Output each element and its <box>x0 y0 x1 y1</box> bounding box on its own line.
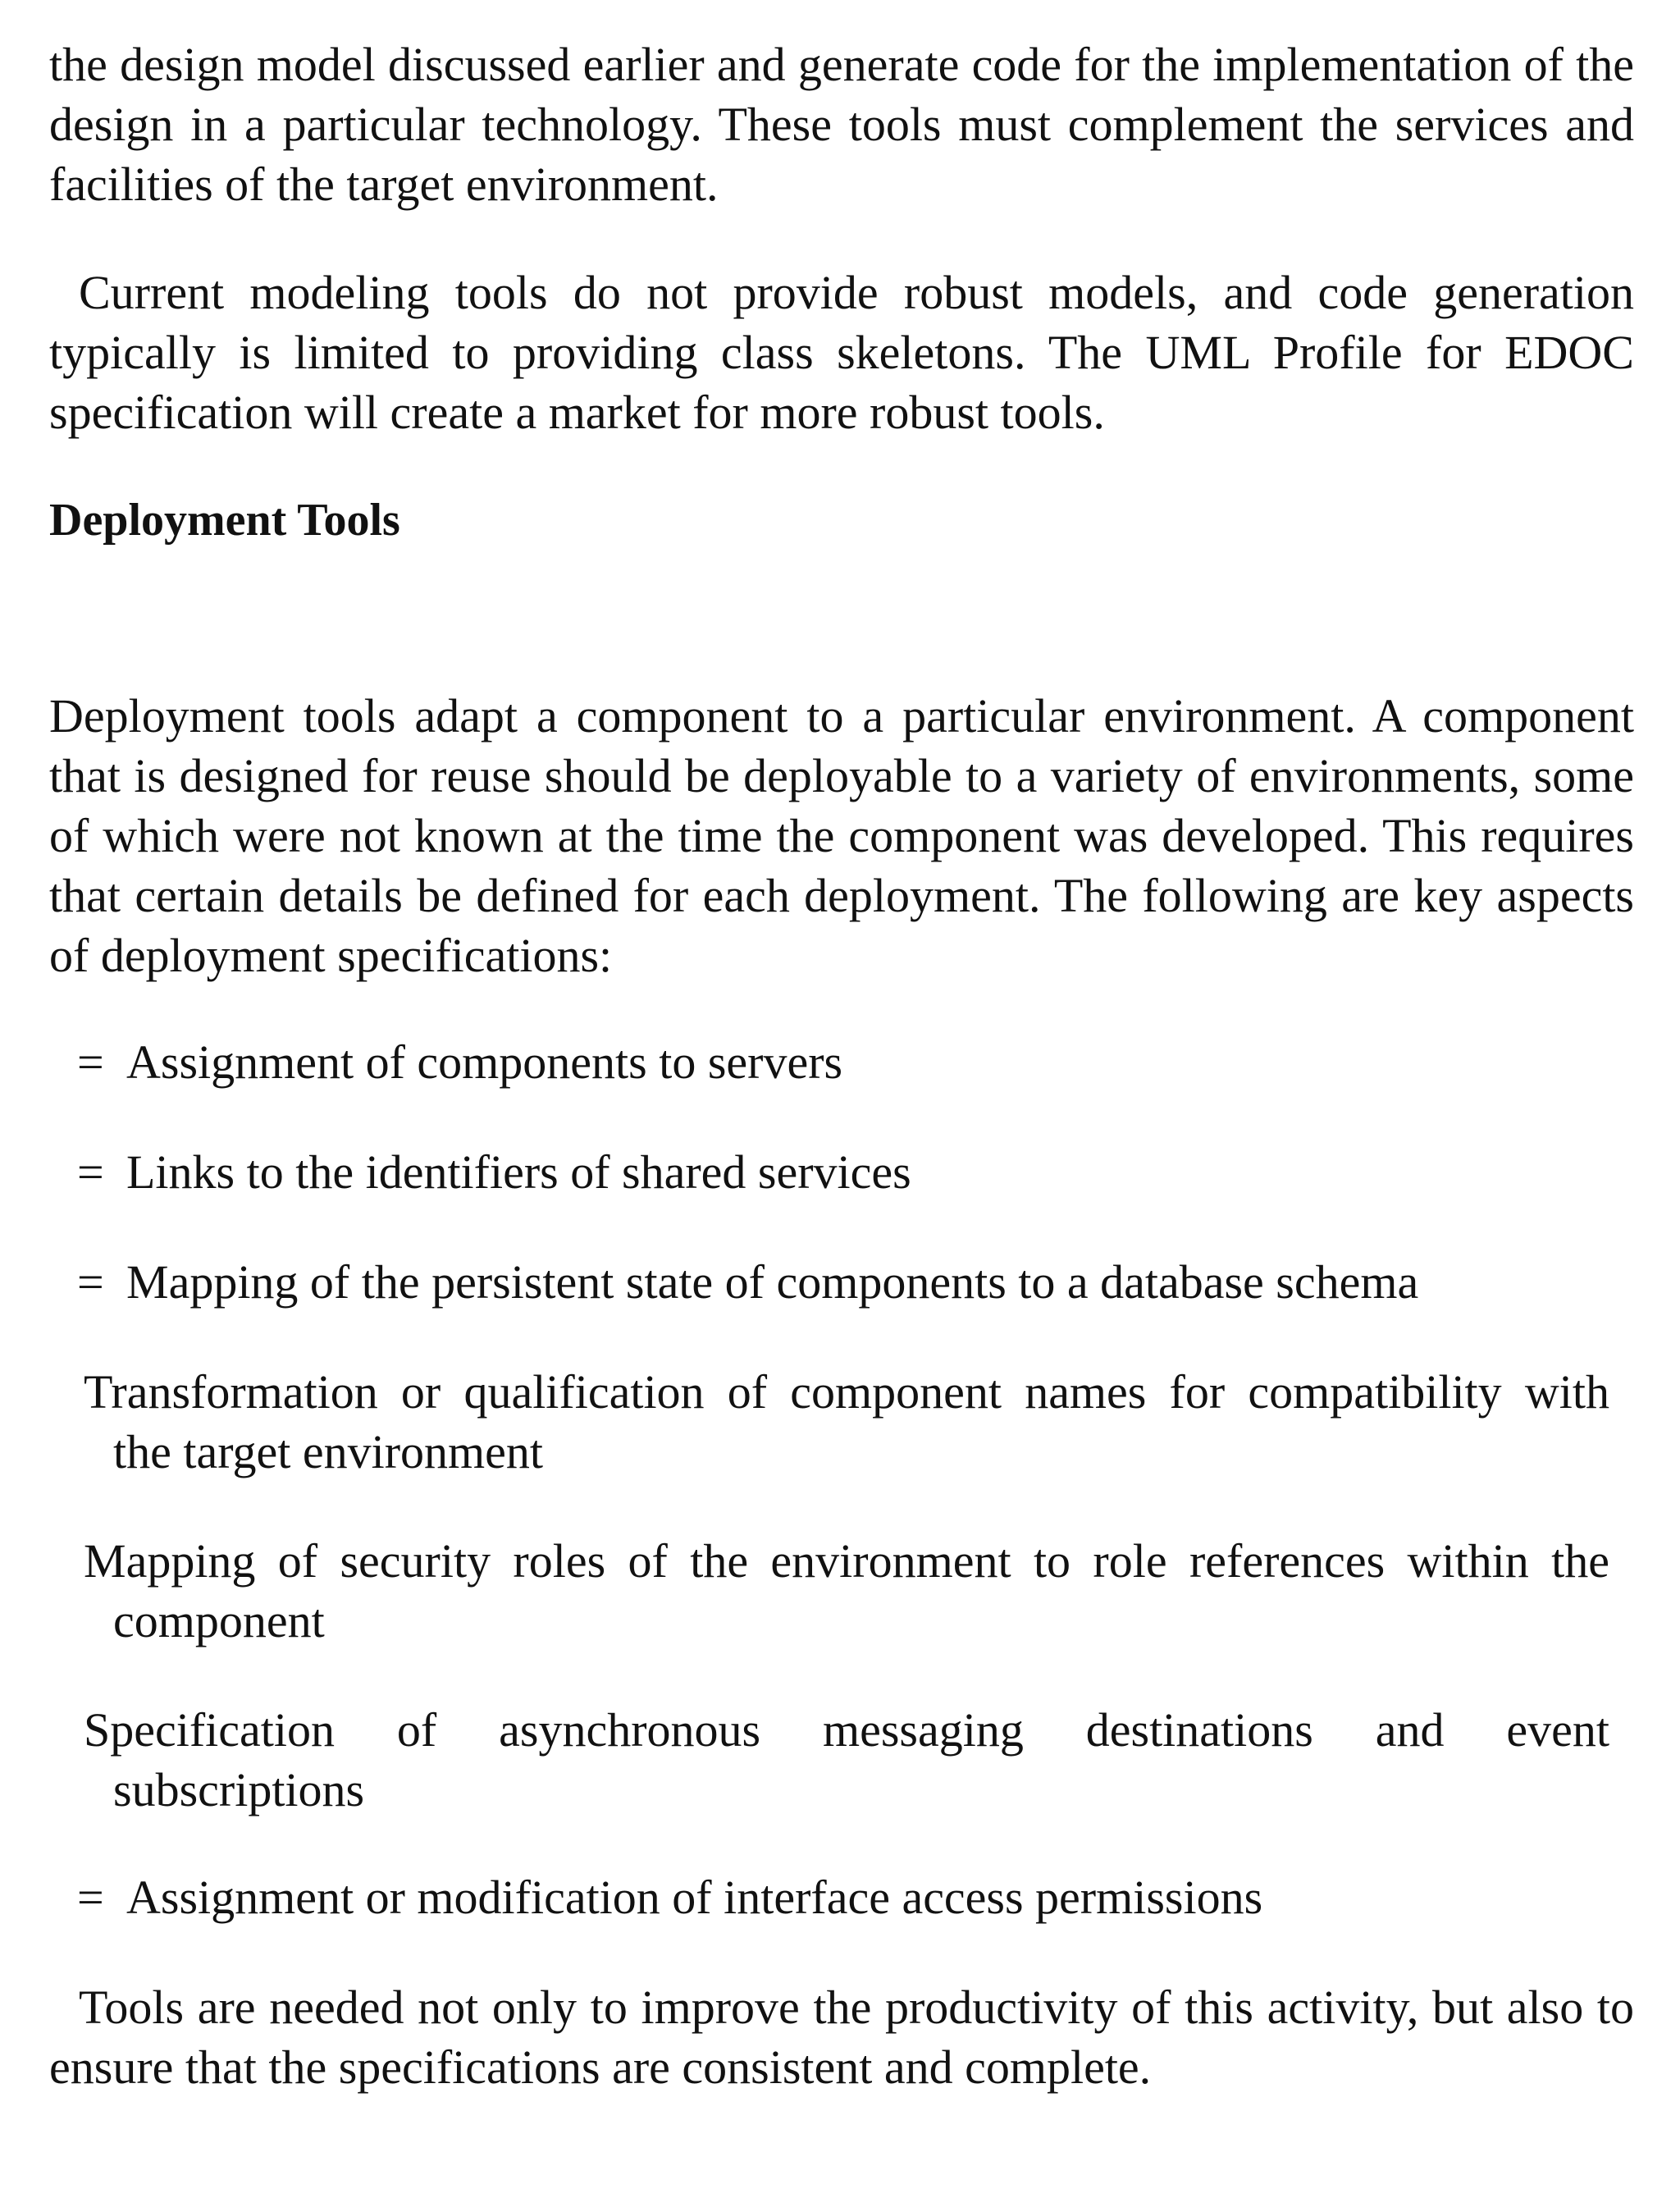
section-heading: Deployment Tools <box>49 495 400 546</box>
paragraph-code-generation-intro: the design model discussed earlier and generate code for the implementation of the design in a particular technology. These tools must complement the services and facilities of the target environment. <box>49 38 1634 211</box>
list-item-text: Assignment or modification of interface access permissions <box>126 1871 1263 1924</box>
bullet-marker: = <box>77 1035 104 1089</box>
list-item <box>84 1700 1609 1820</box>
list-item <box>77 1142 1636 1202</box>
list-item-text-continued: component <box>113 1594 325 1647</box>
list-item <box>77 1032 1636 1092</box>
list-item-text: Links to the identifiers of shared services <box>126 1145 911 1199</box>
bullet-marker: = <box>77 1871 104 1924</box>
list-item-text: Specification of asynchronous messaging destinations and event <box>84 1703 1609 1757</box>
list-item <box>77 1867 1636 1927</box>
paragraph-tools-needed: Tools are needed not only to improve the productivity of this activity, but also to ensure that the specifications are consistent and complete. <box>49 1981 1634 2094</box>
list-item <box>77 1252 1636 1312</box>
list-item <box>84 1531 1609 1651</box>
list-item-text-continued: the target environment <box>113 1425 543 1478</box>
list-item-text-continued: subscriptions <box>113 1763 365 1816</box>
list-item-text: Mapping of security roles of the environment to role references within the <box>84 1534 1609 1588</box>
list-item-text: Transformation or qualification of component names for compatibility with <box>84 1365 1609 1419</box>
list-item-text: Assignment of components to servers <box>126 1035 843 1089</box>
list-item <box>84 1362 1609 1482</box>
paragraph-deployment-tools: Deployment tools adapt a component to a particular environment. A component that is designed for reuse should be deployable to a variety of environments, some of which were not known at the time the component was developed. This requires that certain details be defined for each deployment. The following are key aspects of deployment specifications: <box>49 689 1634 982</box>
paragraph-current-modeling-tools: Current modeling tools do not provide robust models, and code generation typically is limited to providing class skeletons. The UML Profile for EDOC specification will create a market for more robust tools. <box>49 266 1634 439</box>
list-item-text: Mapping of the persistent state of components to a database schema <box>126 1255 1419 1309</box>
bullet-marker: = <box>77 1145 104 1199</box>
bullet-marker: = <box>77 1255 104 1309</box>
